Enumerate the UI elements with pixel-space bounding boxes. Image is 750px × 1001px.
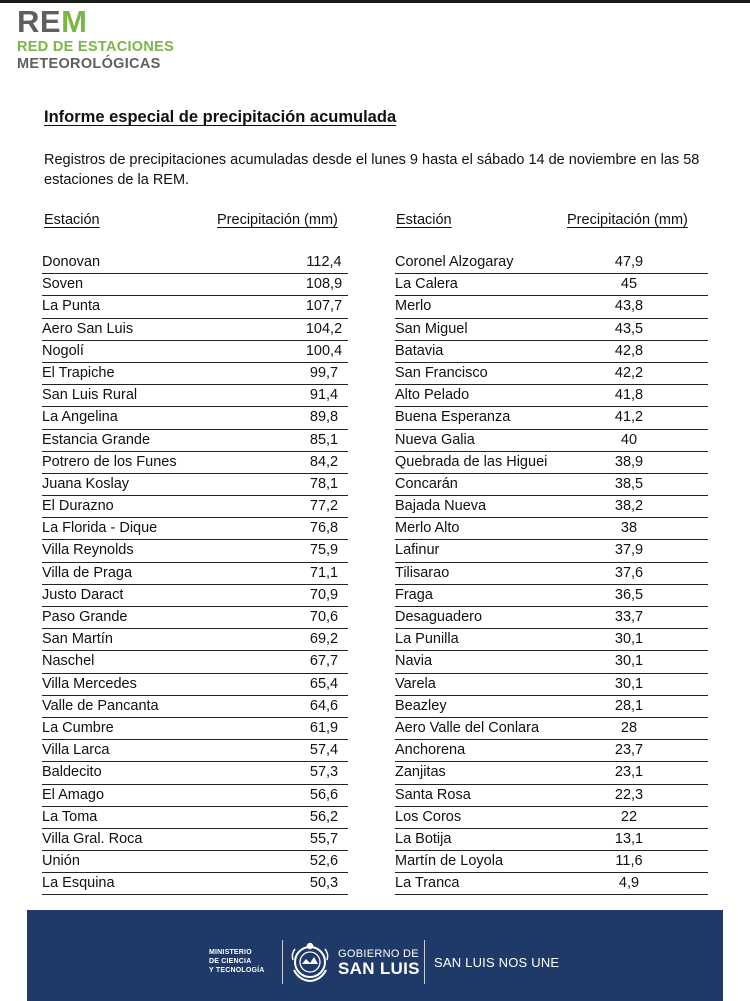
left-precip-header: Precipitación (mm)	[217, 212, 338, 228]
table-row	[395, 474, 708, 496]
precipitation-value: 108,9	[305, 276, 343, 293]
precipitation-value: 70,9	[309, 586, 339, 603]
station-name: Batavia	[395, 342, 444, 359]
left-station-header: Estación	[44, 212, 100, 228]
precipitation-value: 13,1	[614, 830, 644, 847]
station-name: Villa Larca	[42, 742, 110, 759]
precipitation-value: 56,2	[309, 808, 339, 825]
precipitation-value: 69,2	[309, 631, 339, 648]
table-row	[42, 718, 348, 740]
precipitation-value: 89,8	[309, 409, 339, 426]
san-luis-text: SAN LUIS	[338, 959, 420, 978]
station-name: San Miguel	[395, 320, 468, 337]
precipitation-value: 43,8	[614, 298, 644, 315]
station-name: Zanjitas	[395, 764, 446, 781]
station-name: La Cumbre	[42, 719, 114, 736]
station-name: Los Coros	[395, 808, 462, 825]
station-name: San Luis Rural	[42, 387, 138, 404]
table-row	[42, 585, 348, 607]
precipitation-value: 57,4	[309, 742, 339, 759]
table-row	[395, 540, 708, 562]
table-row	[395, 585, 708, 607]
table-row	[42, 319, 348, 341]
station-name: Buena Esperanza	[395, 409, 511, 426]
station-name: La Toma	[42, 808, 98, 825]
precipitation-value: 28	[620, 719, 638, 736]
station-name: Lafinur	[395, 542, 440, 559]
precipitation-value: 42,8	[614, 342, 644, 359]
table-row	[42, 474, 348, 496]
station-name: El Trapiche	[42, 364, 115, 381]
station-name: Baldecito	[42, 764, 102, 781]
table-row	[42, 740, 348, 762]
precipitation-value: 22,3	[614, 786, 644, 803]
report-description: Registros de precipitaciones acumuladas desde el lunes 9 hasta el sábado 14 de noviembre en las 58 estaciones de la REM.	[44, 152, 700, 188]
table-row	[42, 407, 348, 429]
table-row	[395, 674, 708, 696]
station-name: La Punilla	[395, 631, 459, 648]
table-row	[395, 696, 708, 718]
station-name: Justo Daract	[42, 586, 124, 603]
station-name: Martín de Loyola	[395, 853, 504, 870]
station-name: Soven	[42, 276, 84, 293]
table-row	[42, 496, 348, 518]
station-name: Beazley	[395, 697, 447, 714]
table-row	[395, 430, 708, 452]
table-row	[42, 252, 348, 274]
table-row	[395, 363, 708, 385]
precipitation-value: 61,9	[309, 719, 339, 736]
ministry-line-1: MINISTERIO	[209, 949, 252, 956]
precipitation-value: 100,4	[305, 342, 343, 359]
footer-divider	[424, 940, 425, 984]
station-name: La Esquina	[42, 875, 115, 892]
precipitation-value: 28,1	[614, 697, 644, 714]
precipitation-value: 84,2	[309, 453, 339, 470]
station-name: Donovan	[42, 254, 101, 270]
station-name: Potrero de los Funes	[42, 453, 177, 470]
table-row	[42, 851, 348, 873]
precipitation-value: 23,1	[614, 764, 644, 781]
table-row	[395, 785, 708, 807]
table-row	[395, 718, 708, 740]
table-row	[42, 696, 348, 718]
table-row	[42, 629, 348, 651]
table-row	[395, 496, 708, 518]
precipitation-value: 22	[620, 808, 638, 825]
precipitation-value: 70,6	[309, 609, 339, 625]
precipitation-value: 43,5	[614, 320, 644, 337]
station-name: Bajada Nueva	[395, 498, 487, 515]
table-row	[42, 651, 348, 673]
precipitation-value: 38,5	[614, 475, 644, 492]
table-row	[395, 607, 708, 629]
station-name: Navia	[395, 653, 433, 670]
table-row	[42, 785, 348, 807]
station-name: El Amago	[42, 786, 105, 803]
precipitation-value: 85,1	[309, 431, 339, 448]
logo-mark	[17, 6, 174, 37]
table-row	[395, 762, 708, 784]
table-row	[395, 851, 708, 873]
station-name: San Francisco	[395, 364, 488, 381]
right-station-header: Estación	[396, 212, 452, 228]
station-name: Anchorena	[395, 742, 466, 759]
station-name: Merlo	[395, 298, 432, 315]
precipitation-value: 47,9	[614, 254, 644, 270]
table-row	[395, 651, 708, 673]
table-row	[42, 807, 348, 829]
table-row	[42, 430, 348, 452]
station-name: Alto Pelado	[395, 387, 470, 404]
gobierno-de-text: GOBIERNO DE	[338, 948, 419, 960]
station-name: Naschel	[42, 653, 95, 670]
station-name: Coronel Alzogaray	[395, 254, 514, 270]
precipitation-value: 107,7	[305, 298, 343, 315]
table-row	[42, 363, 348, 385]
right-precip-header: Precipitación (mm)	[567, 212, 688, 228]
precipitation-value: 41,2	[614, 409, 644, 426]
station-name: Villa Reynolds	[42, 542, 134, 559]
table-row	[42, 563, 348, 585]
station-name: Valle de Pancanta	[42, 697, 159, 714]
precipitation-value: 55,7	[309, 830, 339, 847]
station-name: La Angelina	[42, 409, 118, 426]
table-row	[395, 319, 708, 341]
precipitation-value: 37,6	[614, 564, 644, 581]
station-name: Aero San Luis	[42, 320, 134, 337]
table-row	[395, 274, 708, 296]
precipitation-value: 56,6	[309, 786, 339, 803]
precipitation-value: 33,7	[614, 609, 644, 625]
table-row	[395, 452, 708, 474]
table-row	[42, 540, 348, 562]
precipitation-value: 52,6	[309, 853, 339, 870]
table-row	[42, 829, 348, 851]
precipitation-value: 41,8	[614, 387, 644, 404]
table-row	[395, 296, 708, 318]
precipitation-value: 4,9	[618, 875, 640, 892]
precipitation-value: 77,2	[309, 498, 339, 515]
station-name: Fraga	[395, 586, 433, 603]
ministry-line-2: DE CIENCIA	[209, 958, 252, 965]
station-name: El Durazno	[42, 498, 114, 515]
station-name: Varela	[395, 675, 436, 692]
table-row	[395, 341, 708, 363]
station-name: Santa Rosa	[395, 786, 471, 803]
logo-line-1: RED DE ESTACIONES	[17, 39, 175, 55]
table-row	[42, 274, 348, 296]
station-name: Quebrada de las Higuei	[395, 453, 548, 470]
footer-divider	[282, 940, 283, 984]
precipitation-value: 11,6	[615, 853, 643, 870]
station-name: La Botija	[395, 830, 452, 847]
table-row	[395, 252, 708, 274]
slogan-text: SAN LUIS NOS UNE	[434, 955, 560, 970]
table-row	[395, 407, 708, 429]
table-row	[395, 518, 708, 540]
top-rule	[0, 0, 750, 3]
table-row	[42, 674, 348, 696]
precipitation-value: 45	[620, 276, 638, 293]
station-name: San Martín	[42, 631, 113, 648]
station-name: La Tranca	[395, 875, 460, 892]
precipitation-value: 76,8	[309, 520, 339, 537]
report-title: Informe especial de precipitación acumulada	[44, 108, 397, 126]
precipitation-value: 65,4	[309, 675, 339, 692]
precipitation-value: 38,9	[614, 453, 644, 470]
logo-mark-re: RE	[17, 4, 62, 39]
precipitation-value: 42,2	[614, 364, 644, 381]
precipitation-value: 30,1	[614, 653, 644, 670]
precipitation-value: 67,7	[309, 653, 339, 670]
table-row	[395, 629, 708, 651]
station-name: Nogolí	[42, 342, 84, 359]
station-name: Unión	[42, 853, 80, 870]
precipitation-value: 64,6	[309, 697, 339, 714]
rem-logo	[17, 6, 174, 73]
precipitation-value: 23,7	[614, 742, 644, 759]
table-row	[42, 385, 348, 407]
station-name: Estancia Grande	[42, 431, 151, 448]
precipitation-value: 38	[620, 520, 638, 537]
precipitation-value: 30,1	[614, 631, 644, 648]
precipitation-value: 50,3	[309, 875, 339, 892]
table-row	[395, 807, 708, 829]
left-station-table	[42, 252, 348, 895]
station-name: Villa de Praga	[42, 564, 133, 581]
ministry-logo-text	[209, 948, 265, 975]
precipitation-value: 38,2	[614, 498, 644, 515]
station-name: Merlo Alto	[395, 520, 460, 537]
station-name: Villa Gral. Roca	[42, 830, 143, 847]
precipitation-value: 91,4	[309, 387, 339, 404]
station-name: Desaguadero	[395, 609, 483, 625]
precipitation-value: 75,9	[309, 542, 339, 559]
precipitation-value: 78,1	[309, 475, 339, 492]
logo-mark-m: M	[61, 4, 88, 39]
table-row	[42, 341, 348, 363]
precipitation-value: 30,1	[614, 675, 644, 692]
table-row	[42, 873, 348, 895]
table-row	[42, 518, 348, 540]
ministry-line-3: Y TECNOLOGÍA	[209, 967, 265, 974]
station-name: Tilisarao	[395, 564, 450, 581]
station-name: Nueva Galia	[395, 431, 475, 448]
table-row	[395, 563, 708, 585]
precipitation-value: 112,4	[306, 254, 342, 270]
right-station-table	[395, 252, 708, 895]
precipitation-value: 40	[620, 431, 638, 448]
table-row	[395, 829, 708, 851]
table-row	[42, 762, 348, 784]
table-row	[395, 740, 708, 762]
station-name: Juana Koslay	[42, 475, 130, 492]
footer-banner	[27, 910, 723, 1001]
table-row	[395, 873, 708, 895]
station-name: La Calera	[395, 276, 458, 293]
table-row	[42, 607, 348, 629]
logo-line-2: METEOROLÓGICAS	[17, 56, 161, 72]
precipitation-value: 37,9	[614, 542, 644, 559]
station-name: Villa Mercedes	[42, 675, 137, 692]
station-name: La Florida - Dique	[42, 520, 158, 537]
provincial-seal-icon	[289, 940, 331, 984]
precipitation-value: 57,3	[309, 764, 339, 781]
station-name: Aero Valle del Conlara	[395, 719, 540, 736]
table-row	[42, 452, 348, 474]
station-name: Concarán	[395, 475, 458, 492]
precipitation-value: 71,1	[309, 564, 339, 581]
precipitation-value: 36,5	[614, 586, 644, 603]
station-name: Paso Grande	[42, 609, 128, 625]
precipitation-value: 104,2	[305, 320, 343, 337]
table-row	[42, 296, 348, 318]
precipitation-value: 99,7	[309, 364, 339, 381]
station-name: La Punta	[42, 298, 101, 315]
table-row	[395, 385, 708, 407]
